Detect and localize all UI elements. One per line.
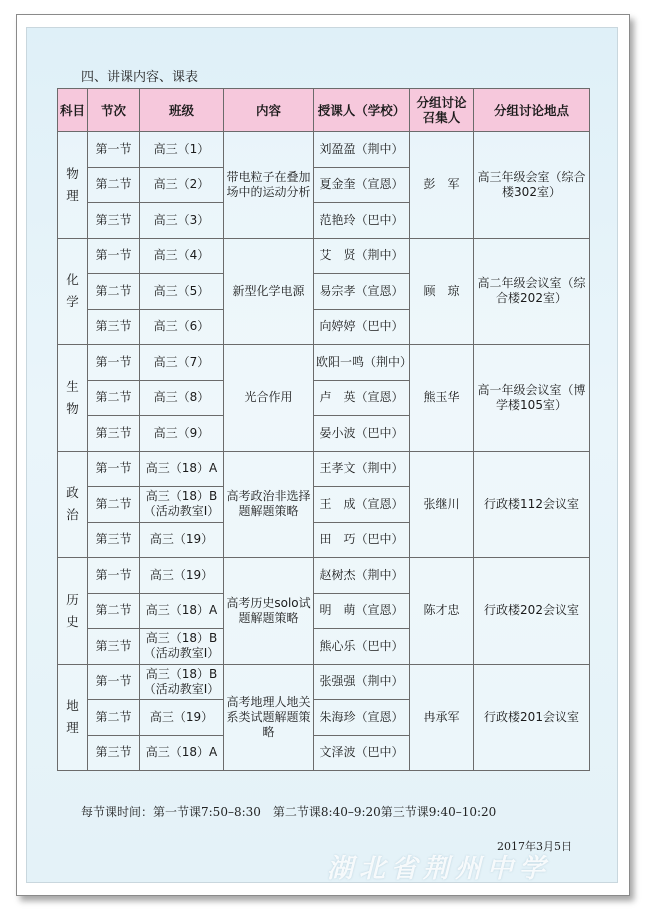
content-cell: 高考历史solo试题解题策略 (224, 558, 314, 665)
teacher-cell: 赵树杰（荆中） (314, 558, 410, 594)
subject-char: 史 (66, 613, 79, 629)
teacher-cell: 刘盈盈（荆中） (314, 132, 410, 168)
document-sheet (26, 27, 618, 883)
period-cell: 第二节 (88, 487, 140, 523)
class-cell: 高三（1） (140, 132, 224, 168)
subject-char: 理 (66, 187, 79, 203)
class-cell: 高三（18）A (140, 735, 224, 771)
header-location: 分组讨论地点 (474, 89, 590, 132)
convener-cell: 陈才忠 (410, 558, 474, 665)
class-time-note: 每节课时间：第一节课7:50–8:30 第二节课8:40–9:20第三节课9:40–10:20 (81, 805, 497, 819)
content-cell: 新型化学电源 (224, 238, 314, 345)
table-row (58, 558, 590, 594)
period-cell: 第二节 (88, 274, 140, 310)
location-cell: 高二年级会议室（综合楼202室） (474, 238, 590, 345)
subject-char: 历 (66, 591, 79, 607)
subject-char: 学 (66, 294, 79, 310)
convener-cell: 张继川 (410, 451, 474, 558)
location-cell: 行政楼112会议室 (474, 451, 590, 558)
subject-char: 化 (66, 272, 79, 288)
subject-cell (58, 558, 88, 665)
location-cell: 高一年级会议室（博学楼105室） (474, 345, 590, 452)
document-date: 2017年3月5日 (497, 840, 572, 853)
teacher-cell: 张强强（荆中） (314, 664, 410, 700)
teacher-cell: 晏小波（巴中） (314, 416, 410, 452)
class-cell: 高三（3） (140, 203, 224, 239)
subject-cell (58, 238, 88, 345)
subject-cell (58, 451, 88, 558)
class-cell: 高三（19） (140, 700, 224, 736)
document-frame (16, 14, 630, 896)
subject-cell (58, 664, 88, 771)
table-header-row (58, 89, 590, 132)
subject-char: 物 (66, 165, 79, 181)
table-row (58, 238, 590, 274)
table-row (58, 664, 590, 700)
teacher-cell: 向婷婷（巴中） (314, 309, 410, 345)
teacher-cell: 朱海珍（宣恩） (314, 700, 410, 736)
class-cell: 高三（19） (140, 558, 224, 594)
class-cell: 高三（18）A (140, 451, 224, 487)
location-cell: 高三年级会室（综合楼302室） (474, 132, 590, 239)
subject-char: 物 (66, 400, 79, 416)
convener-cell: 熊玉华 (410, 345, 474, 452)
subject-char: 生 (66, 378, 79, 394)
period-cell: 第二节 (88, 380, 140, 416)
period-cell: 第三节 (88, 203, 140, 239)
schedule-table (57, 88, 590, 771)
teacher-cell: 熊心乐（巴中） (314, 629, 410, 665)
convener-cell: 顾 琼 (410, 238, 474, 345)
content-cell: 带电粒子在叠加场中的运动分析 (224, 132, 314, 239)
period-cell: 第二节 (88, 167, 140, 203)
class-cell: 高三（2） (140, 167, 224, 203)
teacher-cell: 明 萌（宣恩） (314, 593, 410, 629)
class-cell: 高三（6） (140, 309, 224, 345)
location-cell: 行政楼201会议室 (474, 664, 590, 771)
subject-char: 政 (66, 485, 79, 501)
school-watermark: 湖北省荆州中学 (327, 854, 552, 883)
header-period: 节次 (88, 89, 140, 132)
class-cell: 高三（18）B（活动教室Ⅰ） (140, 487, 224, 523)
class-cell: 高三（7） (140, 345, 224, 381)
subject-char: 治 (66, 507, 79, 523)
period-cell: 第三节 (88, 735, 140, 771)
convener-cell: 冉承军 (410, 664, 474, 771)
period-cell: 第一节 (88, 664, 140, 700)
teacher-cell: 田 巧（巴中） (314, 522, 410, 558)
header-convener: 分组讨论召集人 (410, 89, 474, 132)
period-cell: 第三节 (88, 416, 140, 452)
header-content: 内容 (224, 89, 314, 132)
period-cell: 第一节 (88, 238, 140, 274)
header-class: 班级 (140, 89, 224, 132)
class-cell: 高三（18）B（活动教室Ⅰ） (140, 664, 224, 700)
subject-char: 地 (66, 698, 79, 714)
teacher-cell: 范艳玲（巴中） (314, 203, 410, 239)
teacher-cell: 王孝文（荆中） (314, 451, 410, 487)
teacher-cell: 易宗孝（宣恩） (314, 274, 410, 310)
subject-char: 理 (66, 720, 79, 736)
table-row (58, 345, 590, 381)
subject-cell (58, 132, 88, 239)
class-cell: 高三（19） (140, 522, 224, 558)
teacher-cell: 文泽波（巴中） (314, 735, 410, 771)
header-teacher: 授课人（学校） (314, 89, 410, 132)
content-cell: 高考政治非选择题解题策略 (224, 451, 314, 558)
class-cell: 高三（5） (140, 274, 224, 310)
class-cell: 高三（4） (140, 238, 224, 274)
class-cell: 高三（8） (140, 380, 224, 416)
teacher-cell: 王 成（宣恩） (314, 487, 410, 523)
period-cell: 第一节 (88, 132, 140, 168)
table-row (58, 451, 590, 487)
teacher-cell: 欧阳一鸣（荆中） (314, 345, 410, 381)
period-cell: 第一节 (88, 345, 140, 381)
content-cell: 光合作用 (224, 345, 314, 452)
teacher-cell: 卢 英（宣恩） (314, 380, 410, 416)
teacher-cell: 艾 贤（荆中） (314, 238, 410, 274)
period-cell: 第二节 (88, 700, 140, 736)
teacher-cell: 夏金奎（宣恩） (314, 167, 410, 203)
period-cell: 第一节 (88, 451, 140, 487)
content-cell: 高考地理人地关系类试题解题策略 (224, 664, 314, 771)
class-cell: 高三（18）A (140, 593, 224, 629)
period-cell: 第二节 (88, 593, 140, 629)
location-cell: 行政楼202会议室 (474, 558, 590, 665)
period-cell: 第一节 (88, 558, 140, 594)
convener-cell: 彭 军 (410, 132, 474, 239)
section-title: 四、讲课内容、课表 (81, 70, 199, 85)
subject-cell (58, 345, 88, 452)
class-cell: 高三（9） (140, 416, 224, 452)
period-cell: 第三节 (88, 629, 140, 665)
header-subject: 科目 (58, 89, 88, 132)
class-cell: 高三（18）B（活动教室Ⅰ） (140, 629, 224, 665)
period-cell: 第三节 (88, 522, 140, 558)
period-cell: 第三节 (88, 309, 140, 345)
table-row (58, 132, 590, 168)
